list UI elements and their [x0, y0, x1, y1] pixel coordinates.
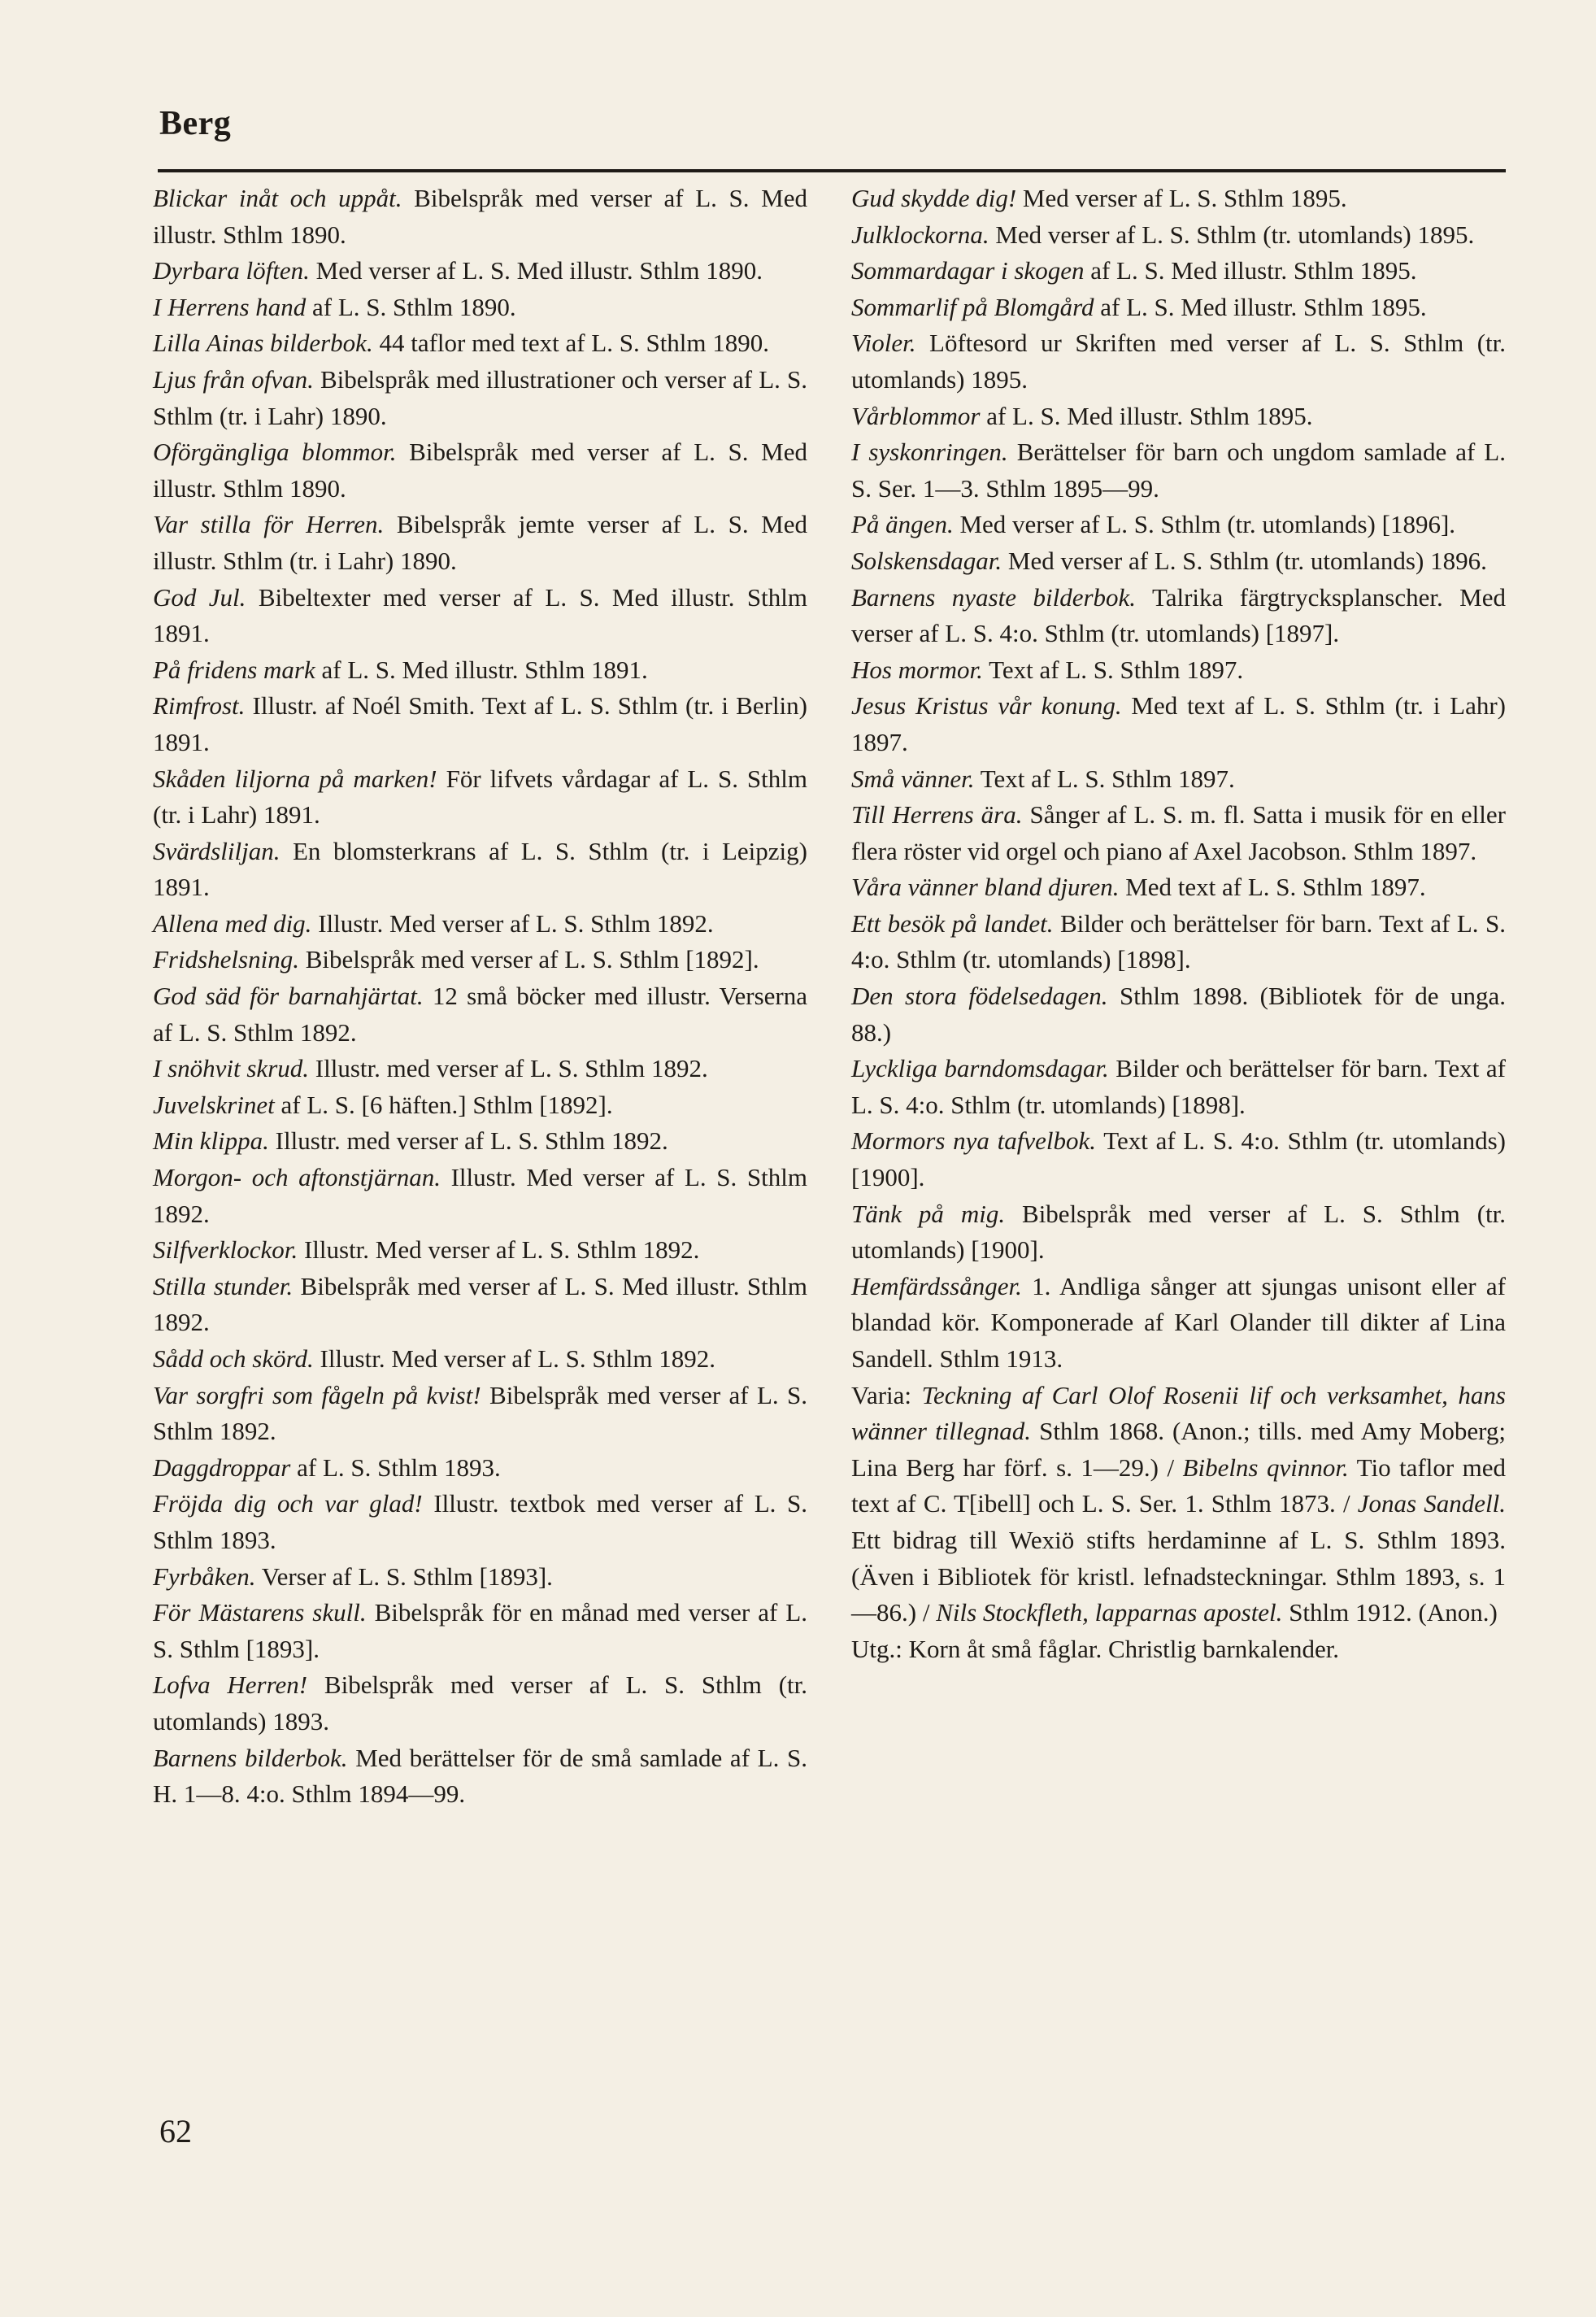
entry-text: af L. S. Med illustr. Sthlm 1895.	[980, 401, 1313, 430]
varia-text-part: Sthlm 1868. (Anon.; tills. med Amy Moberg; Lina Berg har förf. s. 1—29.) /	[851, 1417, 1506, 1482]
entry-text: Bibelspråk med illustrationer och verser af L. S. Sthlm (tr. i Lahr) 1890.	[153, 364, 807, 430]
bibliography-entry	[851, 761, 1506, 798]
bibliography-entry	[851, 290, 1506, 326]
bibliography-entry	[851, 399, 1506, 435]
entry-title: Morgon- och aftonstjärnan.	[153, 1163, 441, 1192]
entry-title: Solskensdagar.	[851, 546, 1002, 575]
entry-title: För Mästarens skull.	[153, 1598, 367, 1627]
bibliography-entry	[153, 942, 807, 978]
entry-title: Vårblommor	[851, 401, 981, 430]
entry-text: Illustr. Med verser af L. S. Sthlm 1892.	[298, 1235, 700, 1265]
entry-text: af L. S. Med illustr. Sthlm 1895.	[1084, 256, 1417, 285]
entry-title: Den stora födelsedagen.	[851, 982, 1108, 1011]
entry-text: Text af L. S. 4:o. Sthlm (tr. utomlands) [1900].	[851, 1126, 1506, 1192]
entry-title: Stilla stunder.	[153, 1271, 294, 1300]
entry-text: Bibelspråk med verser af L. S. Sthlm [1892].	[298, 945, 759, 974]
entry-text: 12 små böcker med illustr. Verserna af L. S. Sthlm 1892.	[153, 982, 807, 1047]
entry-title: Lofva Herren!	[153, 1670, 308, 1700]
entry-title: Gud skydde dig!	[851, 184, 1017, 212]
entry-text: 1. Andliga sånger att sjungas unisont eller af blandad kör. Komponerade af Karl Olander till dikter af Lina Sandell. Sthlm 1913.	[851, 1271, 1506, 1373]
bibliography-entry	[851, 1051, 1506, 1123]
entry-title: Ett besök på landet.	[851, 908, 1054, 938]
bibliography-entry	[153, 1269, 807, 1341]
bibliography-entry	[851, 978, 1506, 1051]
entry-text: Verser af L. S. Sthlm [1893].	[255, 1561, 553, 1591]
entry-title: I syskonringen.	[851, 438, 1008, 467]
varia-text-part: Ett bidrag till Wexiö stifts herdaminne af L. S. Sthlm 1893. (Även i Bibliotek för kristl. lefnadsteckningar. Sthlm 1893, s. 1—86.) /	[851, 1525, 1506, 1627]
entry-title: Små vänner.	[851, 764, 975, 793]
entry-title: I snöhvit skrud.	[153, 1054, 310, 1083]
entry-text: af L. S. [6 häften.] Sthlm [1892].	[274, 1090, 613, 1119]
entry-text: Bibelspråk jemte verser af L. S. Med illustr. Sthlm (tr. i Lahr) 1890.	[153, 510, 807, 575]
bibliography-entry	[153, 580, 807, 652]
entry-title: Ljus från ofvan.	[153, 364, 314, 394]
bibliography-entry	[153, 652, 807, 689]
entry-title: Oförgängliga blommor.	[153, 438, 397, 467]
varia-text	[851, 1381, 1506, 1627]
bibliography-entry	[153, 1559, 807, 1596]
entry-title: Sommarlif på Blomgård	[851, 292, 1094, 321]
bibliography-entry	[153, 978, 807, 1051]
entry-text: af L. S. Med illustr. Sthlm 1891.	[315, 655, 648, 684]
varia-title: Nils Stockfleth, lapparnas apostel.	[936, 1598, 1283, 1627]
entry-title: Våra vänner bland djuren.	[851, 873, 1120, 902]
bibliography-entry	[153, 362, 807, 434]
bibliography-entry	[153, 1486, 807, 1558]
entry-text: Med verser af L. S. Med illustr. Sthlm 1890.	[309, 256, 763, 285]
entry-text: En blomsterkrans af L. S. Sthlm (tr. i Leipzig) 1891.	[153, 836, 807, 902]
varia-title: Jonas Sandell.	[1357, 1489, 1507, 1518]
bibliography-entry	[153, 1595, 807, 1667]
entry-title: Sommardagar i skogen	[851, 256, 1085, 285]
entry-title: Dyrbara löften.	[153, 256, 310, 285]
bibliography-entry	[153, 434, 807, 507]
entry-title: Min klippa.	[153, 1126, 269, 1156]
entry-title: Sådd och skörd.	[153, 1344, 314, 1373]
entry-text: Illustr. med verser af L. S. Sthlm 1892.	[268, 1126, 668, 1156]
bibliography-entry	[153, 181, 807, 253]
entry-title: Violer.	[851, 329, 916, 358]
entry-title: Lilla Ainas bilderbok.	[153, 329, 373, 358]
entry-title: På ängen.	[851, 510, 954, 539]
entry-text: Bibelspråk med verser af L. S. Med illustr. Sthlm 1890.	[153, 438, 807, 503]
entry-text: Illustr. Med verser af L. S. Sthlm 1892.	[313, 1344, 715, 1373]
entry-title: God säd för barnahjärtat.	[153, 982, 424, 1011]
entry-text: af L. S. Sthlm 1890.	[306, 292, 516, 321]
bibliography-entry	[851, 580, 1506, 652]
bibliography-entry	[851, 1269, 1506, 1378]
entry-text: Illustr. Med verser af L. S. Sthlm 1892.	[153, 1163, 807, 1228]
entry-text: Sånger af L. S. m. fl. Satta i musik för en eller flera röster vid orgel och piano af Axel Jacobson. Sthlm 1897.	[851, 800, 1506, 865]
entry-text: Med verser af L. S. Sthlm (tr. utomlands) [1896].	[953, 510, 1456, 539]
entry-title: Fyrbåken.	[153, 1561, 256, 1591]
entry-title: Daggdroppar	[153, 1452, 291, 1482]
entry-title: Fröjda dig och var glad!	[153, 1489, 423, 1518]
bibliography-entry	[153, 1667, 807, 1740]
entry-text: Talrika färgtrycksplanscher. Med verser af L. S. 4:o. Sthlm (tr. utomlands) [1897].	[851, 582, 1507, 648]
bibliography-entry	[153, 1450, 807, 1487]
bibliography-entry	[851, 507, 1506, 543]
entry-text: af L. S. Sthlm 1893.	[290, 1452, 501, 1482]
entry-text: Bibelspråk med verser af L. S. Sthlm (tr. utomlands) 1893.	[153, 1670, 808, 1736]
entry-text: Illustr. med verser af L. S. Sthlm 1892.	[309, 1054, 708, 1083]
varia-text-part: Tio taflor med text af C. T[ibell] och L. S. Ser. 1. Sthlm 1873. /	[851, 1452, 1506, 1518]
bibliography-entry	[153, 688, 807, 760]
entry-text: Text af L. S. Sthlm 1897.	[982, 655, 1244, 684]
entry-title: Mormors nya tafvelbok.	[851, 1126, 1097, 1156]
entry-text: Med verser af L. S. Sthlm 1895.	[1016, 184, 1347, 212]
bibliography-entry	[851, 1196, 1506, 1269]
varia-title: Teckning af Carl Olof Rosenii lif och verksamhet, hans wänner tillegnad.	[851, 1380, 1506, 1446]
bibliography-entry	[851, 217, 1506, 254]
entry-title: Skåden liljorna på marken!	[153, 764, 437, 793]
entry-text: Med verser af L. S. Sthlm (tr. utomlands) 1895.	[989, 220, 1475, 249]
entry-title: Till Herrens ära.	[851, 800, 1023, 830]
entry-title: I Herrens hand	[153, 292, 307, 321]
bibliography-entry	[851, 906, 1506, 978]
entry-title: Hos mormor.	[851, 655, 983, 684]
left-column	[153, 181, 807, 1813]
entry-text: af L. S. Med illustr. Sthlm 1895.	[1094, 292, 1427, 321]
entry-text: Bibelspråk för en månad med verser af L. S. Sthlm [1893].	[153, 1598, 807, 1663]
entry-title: Rimfrost.	[153, 691, 246, 721]
entry-title: Var stilla för Herren.	[153, 510, 385, 539]
entry-title: Svärdsliljan.	[153, 836, 280, 865]
entry-text: Illustr. Med verser af L. S. Sthlm 1892.	[311, 908, 714, 938]
bibliography-entry	[153, 906, 807, 943]
entry-text: Med text af L. S. Sthlm 1897.	[1119, 873, 1426, 902]
entry-text: Bibelspråk med verser af L. S. Sthlm (tr. utomlands) [1900].	[851, 1199, 1507, 1265]
entry-title: Fridshelsning.	[153, 945, 299, 974]
entry-title: Hemfärdssånger.	[851, 1271, 1022, 1300]
entry-title: Var sorgfri som fågeln på kvist!	[153, 1380, 481, 1409]
bibliography-entry	[851, 253, 1506, 290]
bibliography-entry	[153, 1051, 807, 1087]
bibliography-entry	[153, 1740, 807, 1813]
varia-title: Bibelns qvinnor.	[1182, 1452, 1349, 1482]
entry-title: Jesus Kristus vår konung.	[851, 691, 1122, 721]
header-rule	[158, 169, 1506, 172]
entry-text: Sthlm 1898. (Bibliotek för de unga. 88.)	[851, 982, 1506, 1047]
entry-title: Blickar inåt och uppåt.	[153, 184, 402, 212]
entry-text: Med verser af L. S. Sthlm (tr. utomlands) 1896.	[1002, 546, 1487, 575]
entry-text: Bibelspråk med verser af L. S. Med illustr. Sthlm 1890.	[153, 184, 807, 249]
bibliography-entry	[851, 325, 1506, 398]
entry-text: 44 taflor med text af L. S. Sthlm 1890.	[372, 329, 770, 358]
bibliography-entry	[153, 834, 807, 906]
right-column-entries	[851, 181, 1506, 1378]
right-column	[851, 181, 1506, 1667]
bibliography-entry	[153, 1160, 807, 1232]
entry-title: Lyckliga barndomsdagar.	[851, 1054, 1109, 1083]
bibliography-entry	[851, 1123, 1506, 1196]
entry-text: Illustr. af Noél Smith. Text af L. S. Sthlm (tr. i Berlin) 1891.	[153, 691, 807, 756]
bibliography-entry	[153, 507, 807, 579]
bibliography-entry	[153, 1341, 807, 1378]
entry-text: Illustr. textbok med verser af L. S. Sthlm 1893.	[153, 1489, 808, 1554]
bibliography-entry	[851, 869, 1506, 906]
entry-text: Bibeltexter med verser af L. S. Med illustr. Sthlm 1891.	[153, 582, 807, 648]
entry-text: Löftesord ur Skriften med verser af L. S. Sthlm (tr. utomlands) 1895.	[851, 329, 1506, 394]
entry-title: Barnens nyaste bilderbok.	[851, 582, 1137, 612]
entry-text: Bibelspråk med verser af L. S. Med illustr. Sthlm 1892.	[153, 1271, 808, 1337]
entry-text: Text af L. S. Sthlm 1897.	[974, 764, 1235, 793]
bibliography-entry	[851, 797, 1506, 869]
running-head: Berg	[159, 105, 232, 142]
entry-title: På fridens mark	[153, 655, 315, 684]
entry-text: Bibelspråk med verser af L. S. Sthlm 1892.	[153, 1380, 807, 1446]
bibliography-entry	[153, 1232, 807, 1269]
bibliography-entry	[851, 434, 1506, 507]
entry-title: God Jul.	[153, 582, 246, 612]
entry-title: Tänk på mig.	[851, 1199, 1006, 1228]
entry-title: Juvelskrinet	[153, 1090, 275, 1119]
bibliography-entry	[153, 1087, 807, 1124]
bibliography-entry	[153, 761, 807, 834]
bibliography-entry	[153, 290, 807, 326]
entry-title: Allena med dig.	[153, 908, 312, 938]
utg-label: Utg.:	[851, 1634, 909, 1663]
entry-text: För lifvets vårdagar af L. S. Sthlm (tr. i Lahr) 1891.	[153, 764, 808, 830]
page-number: 62	[159, 2113, 192, 2149]
entry-title: Silfverklockor.	[153, 1235, 298, 1265]
varia-text-part: Sthlm 1912. (Anon.)	[1282, 1598, 1498, 1627]
bibliography-entry	[153, 1378, 807, 1450]
bibliography-entry	[851, 688, 1506, 760]
entry-text: Bilder och berättelser för barn. Text af L. S. 4:o. Sthlm (tr. utomlands) [1898].	[851, 1054, 1507, 1119]
bibliography-entry	[153, 253, 807, 290]
bibliography-entry	[153, 1123, 807, 1160]
varia-entry	[851, 1378, 1506, 1631]
bibliography-entry	[851, 543, 1506, 580]
entry-text: Bilder och berättelser för barn. Text af L. S. 4:o. Sthlm (tr. utomlands) [1898].	[851, 908, 1506, 974]
utg-entry	[851, 1631, 1506, 1668]
varia-label: Varia:	[851, 1380, 922, 1409]
bibliography-entry	[851, 652, 1506, 689]
utg-text: Korn åt små fåglar. Christlig barnkalender.	[908, 1634, 1340, 1663]
entry-text: Berättelser för barn och ungdom samlade af L. S. Ser. 1—3. Sthlm 1895—99.	[851, 438, 1506, 503]
bibliography-entry	[851, 181, 1506, 217]
bibliography-entry	[153, 325, 807, 362]
entry-text: Med text af L. S. Sthlm (tr. i Lahr) 1897.	[851, 691, 1506, 756]
entry-text: Med berättelser för de små samlade af L. S. H. 1—8. 4:o. Sthlm 1894—99.	[153, 1743, 808, 1809]
entry-title: Julklockorna.	[851, 220, 989, 249]
entry-title: Barnens bilderbok.	[153, 1743, 348, 1772]
